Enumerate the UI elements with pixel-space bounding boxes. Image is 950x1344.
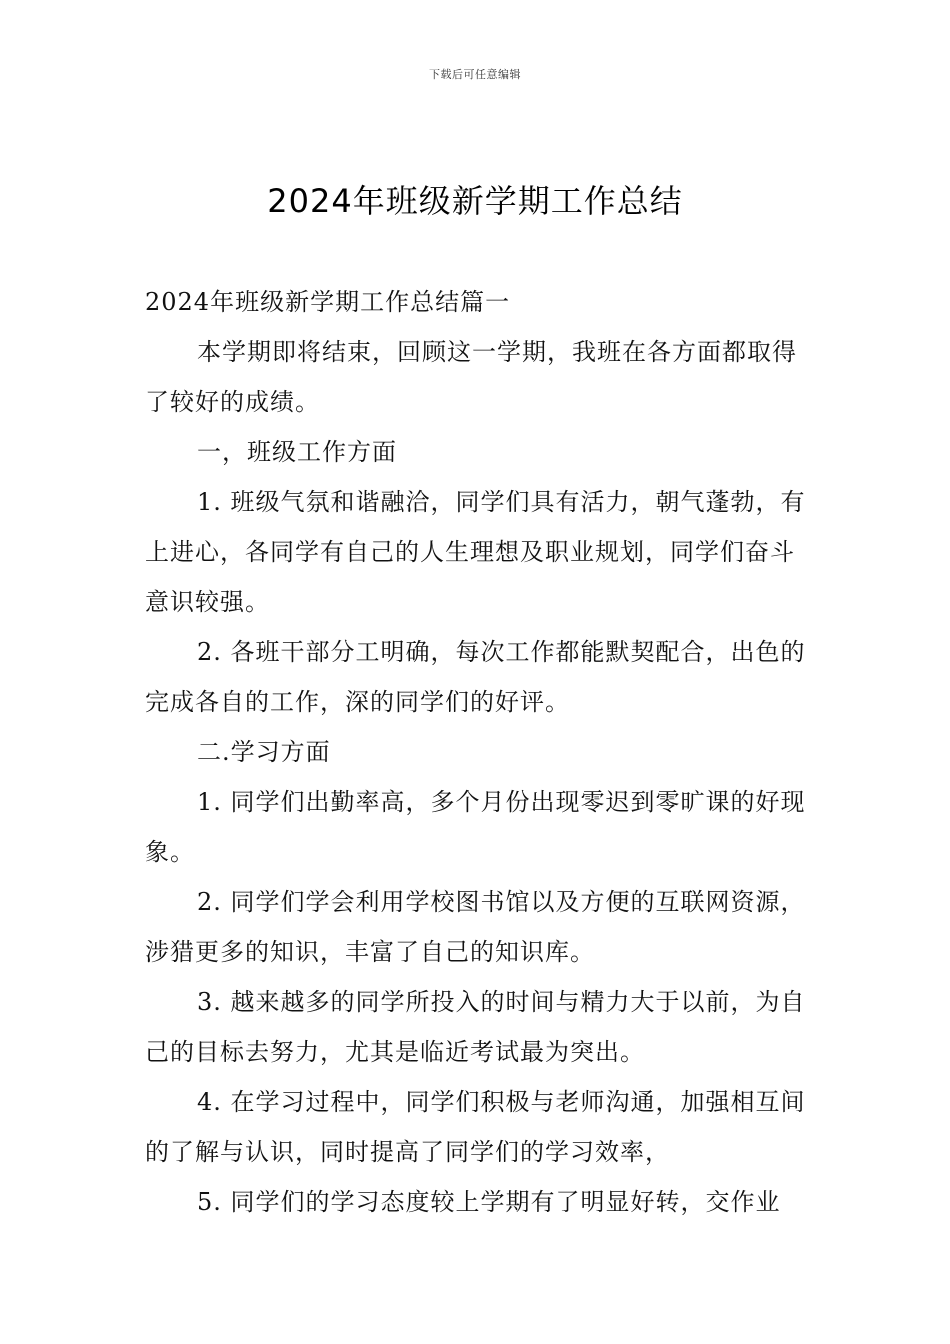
document-title: 2024年班级新学期工作总结 (267, 182, 683, 220)
heading-study: 二.学习方面 (197, 738, 331, 766)
paragraph-study-5: 5. 同学们的学习态度较上学期有了明显好转，交作业 (197, 1188, 781, 1216)
header-note: 下载后可任意编辑 (429, 68, 521, 81)
paragraph-intro: 本学期即将结束，回顾这一学期，我班在各方面都取得了较好的成绩。 (145, 338, 797, 416)
document-body (145, 277, 810, 1227)
paragraph-study-3: 3. 越来越多的同学所投入的时间与精力大于以前，为自己的目标去努力，尤其是临近考试最为突出。 (145, 988, 806, 1066)
paragraph-study-1: 1. 同学们出勤率高，多个月份出现零迟到零旷课的好现象。 (145, 788, 806, 866)
paragraph-class-work-2: 2. 各班干部分工明确，每次工作都能默契配合，出色的完成各自的工作，深的同学们的好评。 (145, 638, 806, 716)
paragraph-study-4: 4. 在学习过程中，同学们积极与老师沟通，加强相互间的了解与认识，同时提高了同学们的学习效率， (145, 1088, 806, 1166)
heading-class-work: 一，班级工作方面 (197, 438, 397, 466)
paragraph-study-2: 2. 同学们学会利用学校图书馆以及方便的互联网资源，涉猎更多的知识，丰富了自己的知识库。 (145, 888, 806, 966)
section-subtitle: 2024年班级新学期工作总结篇一 (145, 288, 511, 316)
paragraph-class-work-1: 1. 班级气氛和谐融洽，同学们具有活力，朝气蓬勃，有上进心，各同学有自己的人生理想及职业规划，同学们奋斗意识较强。 (145, 488, 806, 616)
